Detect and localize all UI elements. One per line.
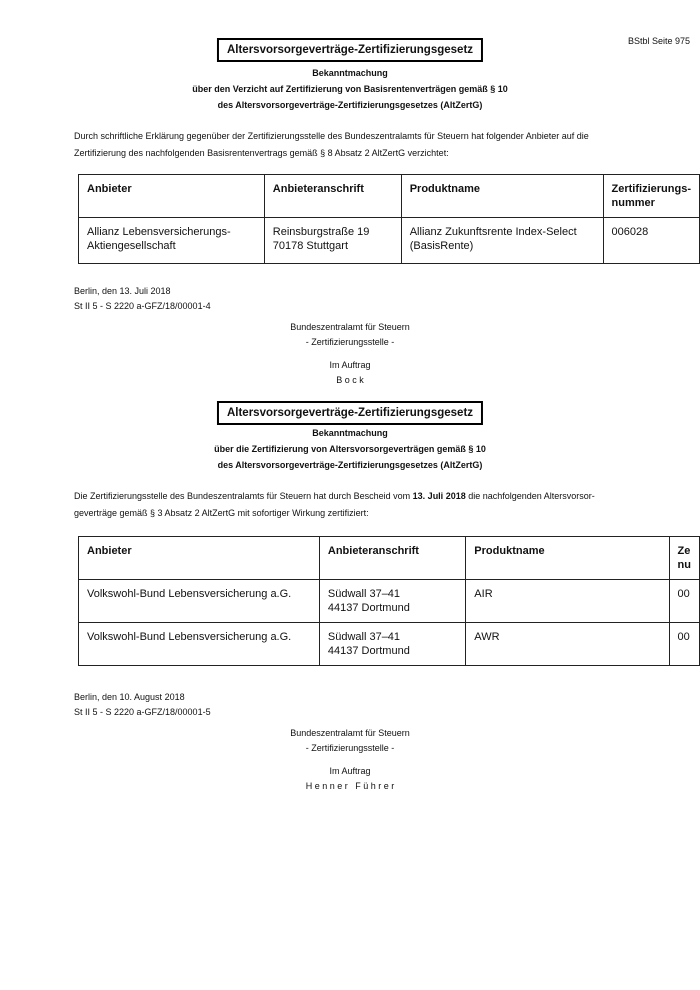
signature-block <box>0 320 700 388</box>
intro-paragraph <box>74 128 634 162</box>
intro-text: die nachfolgenden Altersvorsor- <box>465 491 595 501</box>
heading-line: Bekanntmachung <box>312 68 388 78</box>
intro-line <box>74 488 654 505</box>
table-cell: AIR <box>466 580 669 623</box>
signature-block <box>0 726 700 794</box>
by-order-label: Im Auftrag <box>329 766 371 776</box>
table-row <box>79 580 700 623</box>
page-header: BStbl Seite 975 <box>627 36 690 46</box>
intro-date-bold: 13. Juli 2018 <box>412 491 466 501</box>
certification-table <box>78 174 700 264</box>
authority-name: Bundeszentralamt für Steuern <box>290 322 410 332</box>
announcement-heading <box>0 425 700 473</box>
table-cell: AWR <box>466 623 669 666</box>
table-cell: Reinsburgstraße 19 70178 Stuttgart <box>264 218 401 264</box>
law-title-box: Altersvorsorgeverträge-Zertifizierungsgesetz <box>217 38 483 62</box>
table-cell: Südwall 37–41 44137 Dortmund <box>319 580 465 623</box>
announcement-heading <box>0 65 700 113</box>
heading-line: über die Zertifizierung von Altersvorsorgeverträgen gemäß § 10 <box>214 444 486 454</box>
intro-line: Zertifizierung des nachfolgenden Basisrentenvertrags gemäß § 8 Absatz 2 AltZertG verzichtet: <box>74 148 449 158</box>
column-header: Anbieter <box>79 537 320 580</box>
table-cell: 006028 <box>603 218 699 264</box>
column-header: Produktname <box>466 537 669 580</box>
heading-line: des Altersvorsorgeverträge-Zertifizierungsgesetzes (AltZertG) <box>217 100 483 110</box>
column-header: Anbieteranschrift <box>319 537 465 580</box>
column-header: Produktname <box>401 175 603 218</box>
heading-line: Bekanntmachung <box>312 428 388 438</box>
reference-line: St II 5 - S 2220 a-GFZ/18/00001-4 <box>74 301 211 311</box>
department-name: - Zertifizierungsstelle - <box>305 743 395 753</box>
authority-name: Bundeszentralamt für Steuern <box>290 728 410 738</box>
table-cell: Allianz Zukunftsrente Index-Select (BasisRente) <box>401 218 603 264</box>
signer-name: B o c k <box>336 375 364 385</box>
table-header-row <box>79 175 700 218</box>
intro-text: Die Zertifizierungsstelle des Bundeszentralamts für Steuern hat durch Bescheid vom <box>74 491 413 501</box>
intro-line: Durch schriftliche Erklärung gegenüber der Zertifizierungsstelle des Bundeszentralamts für Steuern hat folgender Anbieter auf die <box>74 131 589 141</box>
intro-paragraph <box>74 488 654 522</box>
intro-line: geverträge gemäß § 3 Absatz 2 AltZertG mit sofortiger Wirkung zertifiziert: <box>74 508 369 518</box>
column-header: Ze nu <box>669 537 699 580</box>
column-header: Zertifizierungs- nummer <box>603 175 699 218</box>
reference-line: St II 5 - S 2220 a-GFZ/18/00001-5 <box>74 707 211 717</box>
law-title-box: Altersvorsorgeverträge-Zertifizierungsgesetz <box>217 401 483 425</box>
certification-table <box>78 536 700 666</box>
table-cell: Volkswohl-Bund Lebensversicherung a.G. <box>79 580 320 623</box>
department-name: - Zertifizierungsstelle - <box>305 337 395 347</box>
heading-line: über den Verzicht auf Zertifizierung von Basisrentenverträgen gemäß § 10 <box>192 84 508 94</box>
table-row <box>79 218 700 264</box>
table-cell: 00 <box>669 623 699 666</box>
table-cell: 00 <box>669 580 699 623</box>
by-order-label: Im Auftrag <box>329 360 371 370</box>
table-cell: Allianz Lebensversicherungs- Aktiengesellschaft <box>79 218 265 264</box>
column-header: Anbieter <box>79 175 265 218</box>
table-row <box>79 623 700 666</box>
table-cell: Südwall 37–41 44137 Dortmund <box>319 623 465 666</box>
date-line: Berlin, den 10. August 2018 <box>74 692 185 702</box>
table-cell: Volkswohl-Bund Lebensversicherung a.G. <box>79 623 320 666</box>
date-reference-block <box>74 284 211 314</box>
column-header: Anbieteranschrift <box>264 175 401 218</box>
date-reference-block <box>74 690 211 720</box>
date-line: Berlin, den 13. Juli 2018 <box>74 286 171 296</box>
signer-name: H e n n e r F ü h r e r <box>305 781 395 791</box>
heading-line: des Altersvorsorgeverträge-Zertifizierungsgesetzes (AltZertG) <box>217 460 483 470</box>
table-header-row <box>79 537 700 580</box>
